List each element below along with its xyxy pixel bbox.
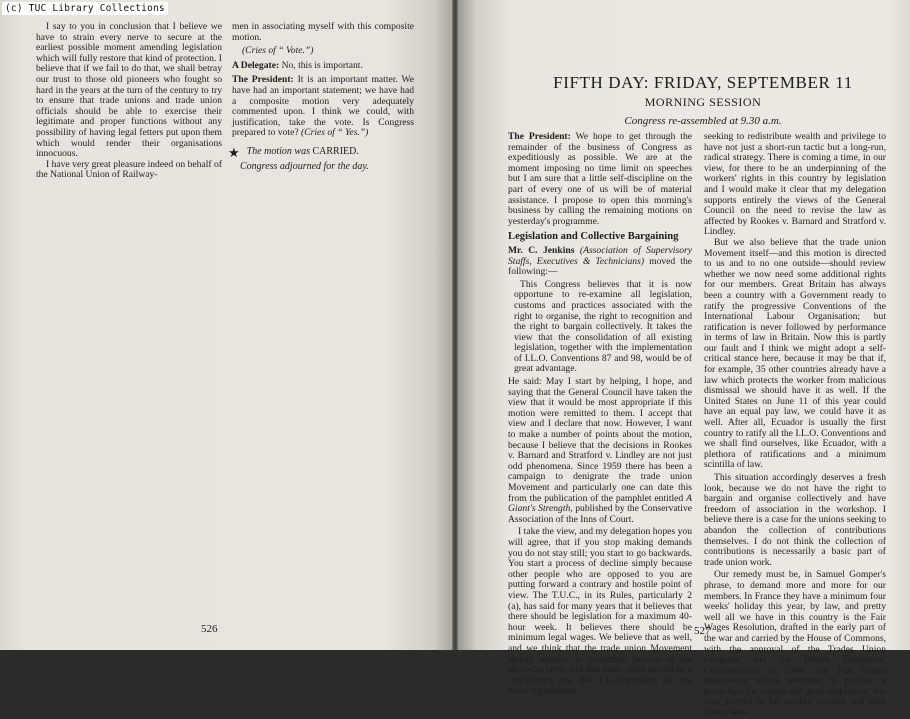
page-number-left: 526: [201, 623, 218, 635]
pamphlet-title: A Giant's Strength,: [508, 492, 692, 515]
delegate-remark: [232, 61, 414, 72]
star-icon: ★: [228, 144, 240, 160]
speaker-text: It is an important matter. We have had an important statement; we have had a composite motion very adequately commented upon. I think we could, with justification, take the vote. Is Congress prepared to vote?: [232, 74, 415, 139]
paragraph: I have very great pleasure indeed on behalf of the National Union of Railway-: [36, 158, 222, 181]
right-page: [458, 0, 910, 719]
watermark: (c) TUC Library Collections: [2, 2, 168, 15]
mover-org: (Association of Supervisory Staffs, Executives & Technicians): [508, 244, 692, 267]
motion-result: [228, 144, 414, 160]
cries-vote: (Cries of “ Vote.”): [242, 45, 314, 57]
section-heading: Legislation and Collective Bargaining: [508, 231, 679, 243]
motion-text: This Congress believes that it is now opportune to re-examine all legislation, customs and practices associated with the right to organise, the right to recognition and the right to bargain collectively. It takes the view that the consolidation of all existing legislation, together with the implementation of I.L.O. Conventions 87 and 98, would be of great advantage.: [514, 278, 692, 375]
speaker-text: No, this is important.: [281, 59, 363, 71]
left-column-2: [228, 21, 415, 173]
motion-carried: CARRIED.: [312, 145, 359, 157]
paragraph: I say to you in conclusion that I believe we have to strain every nerve to secure at the earliest possible moment amending legislation which will fully restore that kind of protection. I believe that if we fail to do that, we shall betray our trust to those old pioneers who fought so hard in the years at the turn of the century to try to ensure that trade unions and trade union officials should be able to exercise their legitimate and proper functions without any possibility of having legal fetters put upon them which would render their organisations innocuous.: [36, 21, 222, 160]
speaker-label: A Delegate:: [232, 59, 280, 71]
paragraph: [508, 377, 692, 525]
speaker-text: We hope to get through the remainder of the business of Congress as expeditiously as possible. We are at the moment imposing no time limit on speeches but I am sure that a little self-discipline on the part of every one of us will be of material assistance. I propose to open this morning's business by calling the remaining motions on yesterday's programme.: [508, 131, 693, 227]
left-column-1: [36, 22, 222, 181]
motion-prefix: The motion was: [246, 145, 310, 157]
day-title: FIFTH DAY: FRIDAY, SEPTEMBER 11: [553, 73, 853, 92]
paragraph: men in associating myself with this composite motion.: [232, 21, 414, 43]
mover-tail: moved the following:—: [508, 255, 692, 278]
session-title: MORNING SESSION: [644, 95, 762, 109]
adjourned-note: Congress adjourned for the day.: [240, 160, 369, 172]
speaker-label: The President:: [508, 131, 571, 142]
text-run: published by the Conservative Association of the Inns of Court.: [508, 503, 692, 525]
right-column-1: [508, 132, 692, 697]
speaker-label: The President:: [232, 74, 294, 86]
paragraph: Our remedy must be, in Samuel Gomper's phrase, to demand more and more for our members. In France they have a minimum four weeks' holiday this year, by law, and pretty well all we have in this country is the Fair Wages Resolution, drafted in the early part of the war and carried by the House of Commons, with the approval of the Trades Union Congress and the British Employers' Confederation, in 1946. The Fair Wages Resolution, which attempts to provide a protection for unions and good employers, has now proved to be weakly worded and with flimsy text.: [704, 569, 886, 719]
paragraph: seeking to redistribute wealth and privilege to have not just a short-run tactic but a long-run, radical strategy. There is coming a time, in our view, for there to be an underpinning of the workers' rights in this country by legislation and I would make it clear that my delegation supports entirely the views of the General Council on the need to revise the law as affected by Rookes v. Barnard and Stratford v. Lindley.: [704, 131, 886, 238]
paragraph: But we also believe that the trade union Movement itself—and this motion is directed to us and to no one outside—should review whether we now need some additional rights for our members. Great Britain has always been a country with a Government ready to ratify the progressive Conventions of the International Labour Organisation; but ratification is never followed by performance in terms of law in Britain. Now this is partly our fault and I think we might adopt a self-critical stance here, because it may be that if, for example, 35 other countries already have a law which protects the worker from malicious dismissal we should have it as well. If the United States on June 11 of this year could have an equal pay law, we could have it as well. After all, Ecuador is usually the first country to ratify all the I.L.O. Conventions and we shall find ourselves, like Ecuador, with a plethora of ratifications and a minimum scintilla of law.: [704, 236, 886, 471]
right-column-2: [704, 132, 886, 719]
paragraph: I take the view, and my delegation hopes you will agree, that if you stop making demands you do not stay still; you start to go backwards. You start a process of decline simply because other people who are opposed to you are putting forward a contrary and hostile point of view. The T.U.C., in its Rules, particularly 2 (a), has said for many years that it believes that there should be legislation for a maximum 40-hour week. It believes there should be minimum legal wages. We believe that as well, and we think that the trade union Movement should always, as yesterday, believe in the short-run tactic and that tactic often should be a conciliatory one. But it is imperative for any mass organisation: [508, 526, 692, 697]
mover-line: [508, 246, 692, 278]
left-page: [0, 0, 452, 650]
page-number-right: 527: [694, 625, 711, 637]
mover-name: Mr. C. Jenkins: [508, 244, 575, 256]
reassembled-note: Congress re-assembled at 9.30 a.m.: [624, 115, 782, 127]
paragraph: This situation accordingly deserves a fresh look, because we do not have the right to bargain and organise collectively and have freedom of association in the workshop. I believe there is a case for the unions seeking to abandon the collection of contributions themselves. I do not think the collection of contributions is necessarily a basic part of trade union work.: [704, 472, 886, 568]
cries-yes: (Cries of “ Yes.”): [301, 127, 369, 139]
text-run: He said: May I start by helping, I hope, and saying that the General Council have taken the view that it would be most appropriate if this motion were remitted to them. I accept that view and I declare that now. However, I want to make a number of points about the motion, because I believe that the decisions in Rookes v. Barnard and Stratford v. Lindley are not just odd phenomena. Since 1959 there has been a campaign to denigrate the trade union Movement and particularly one can date this from the publication of the pamphlet entitled: [508, 376, 692, 504]
president-remark: [232, 75, 414, 139]
president-remark: [508, 132, 692, 227]
